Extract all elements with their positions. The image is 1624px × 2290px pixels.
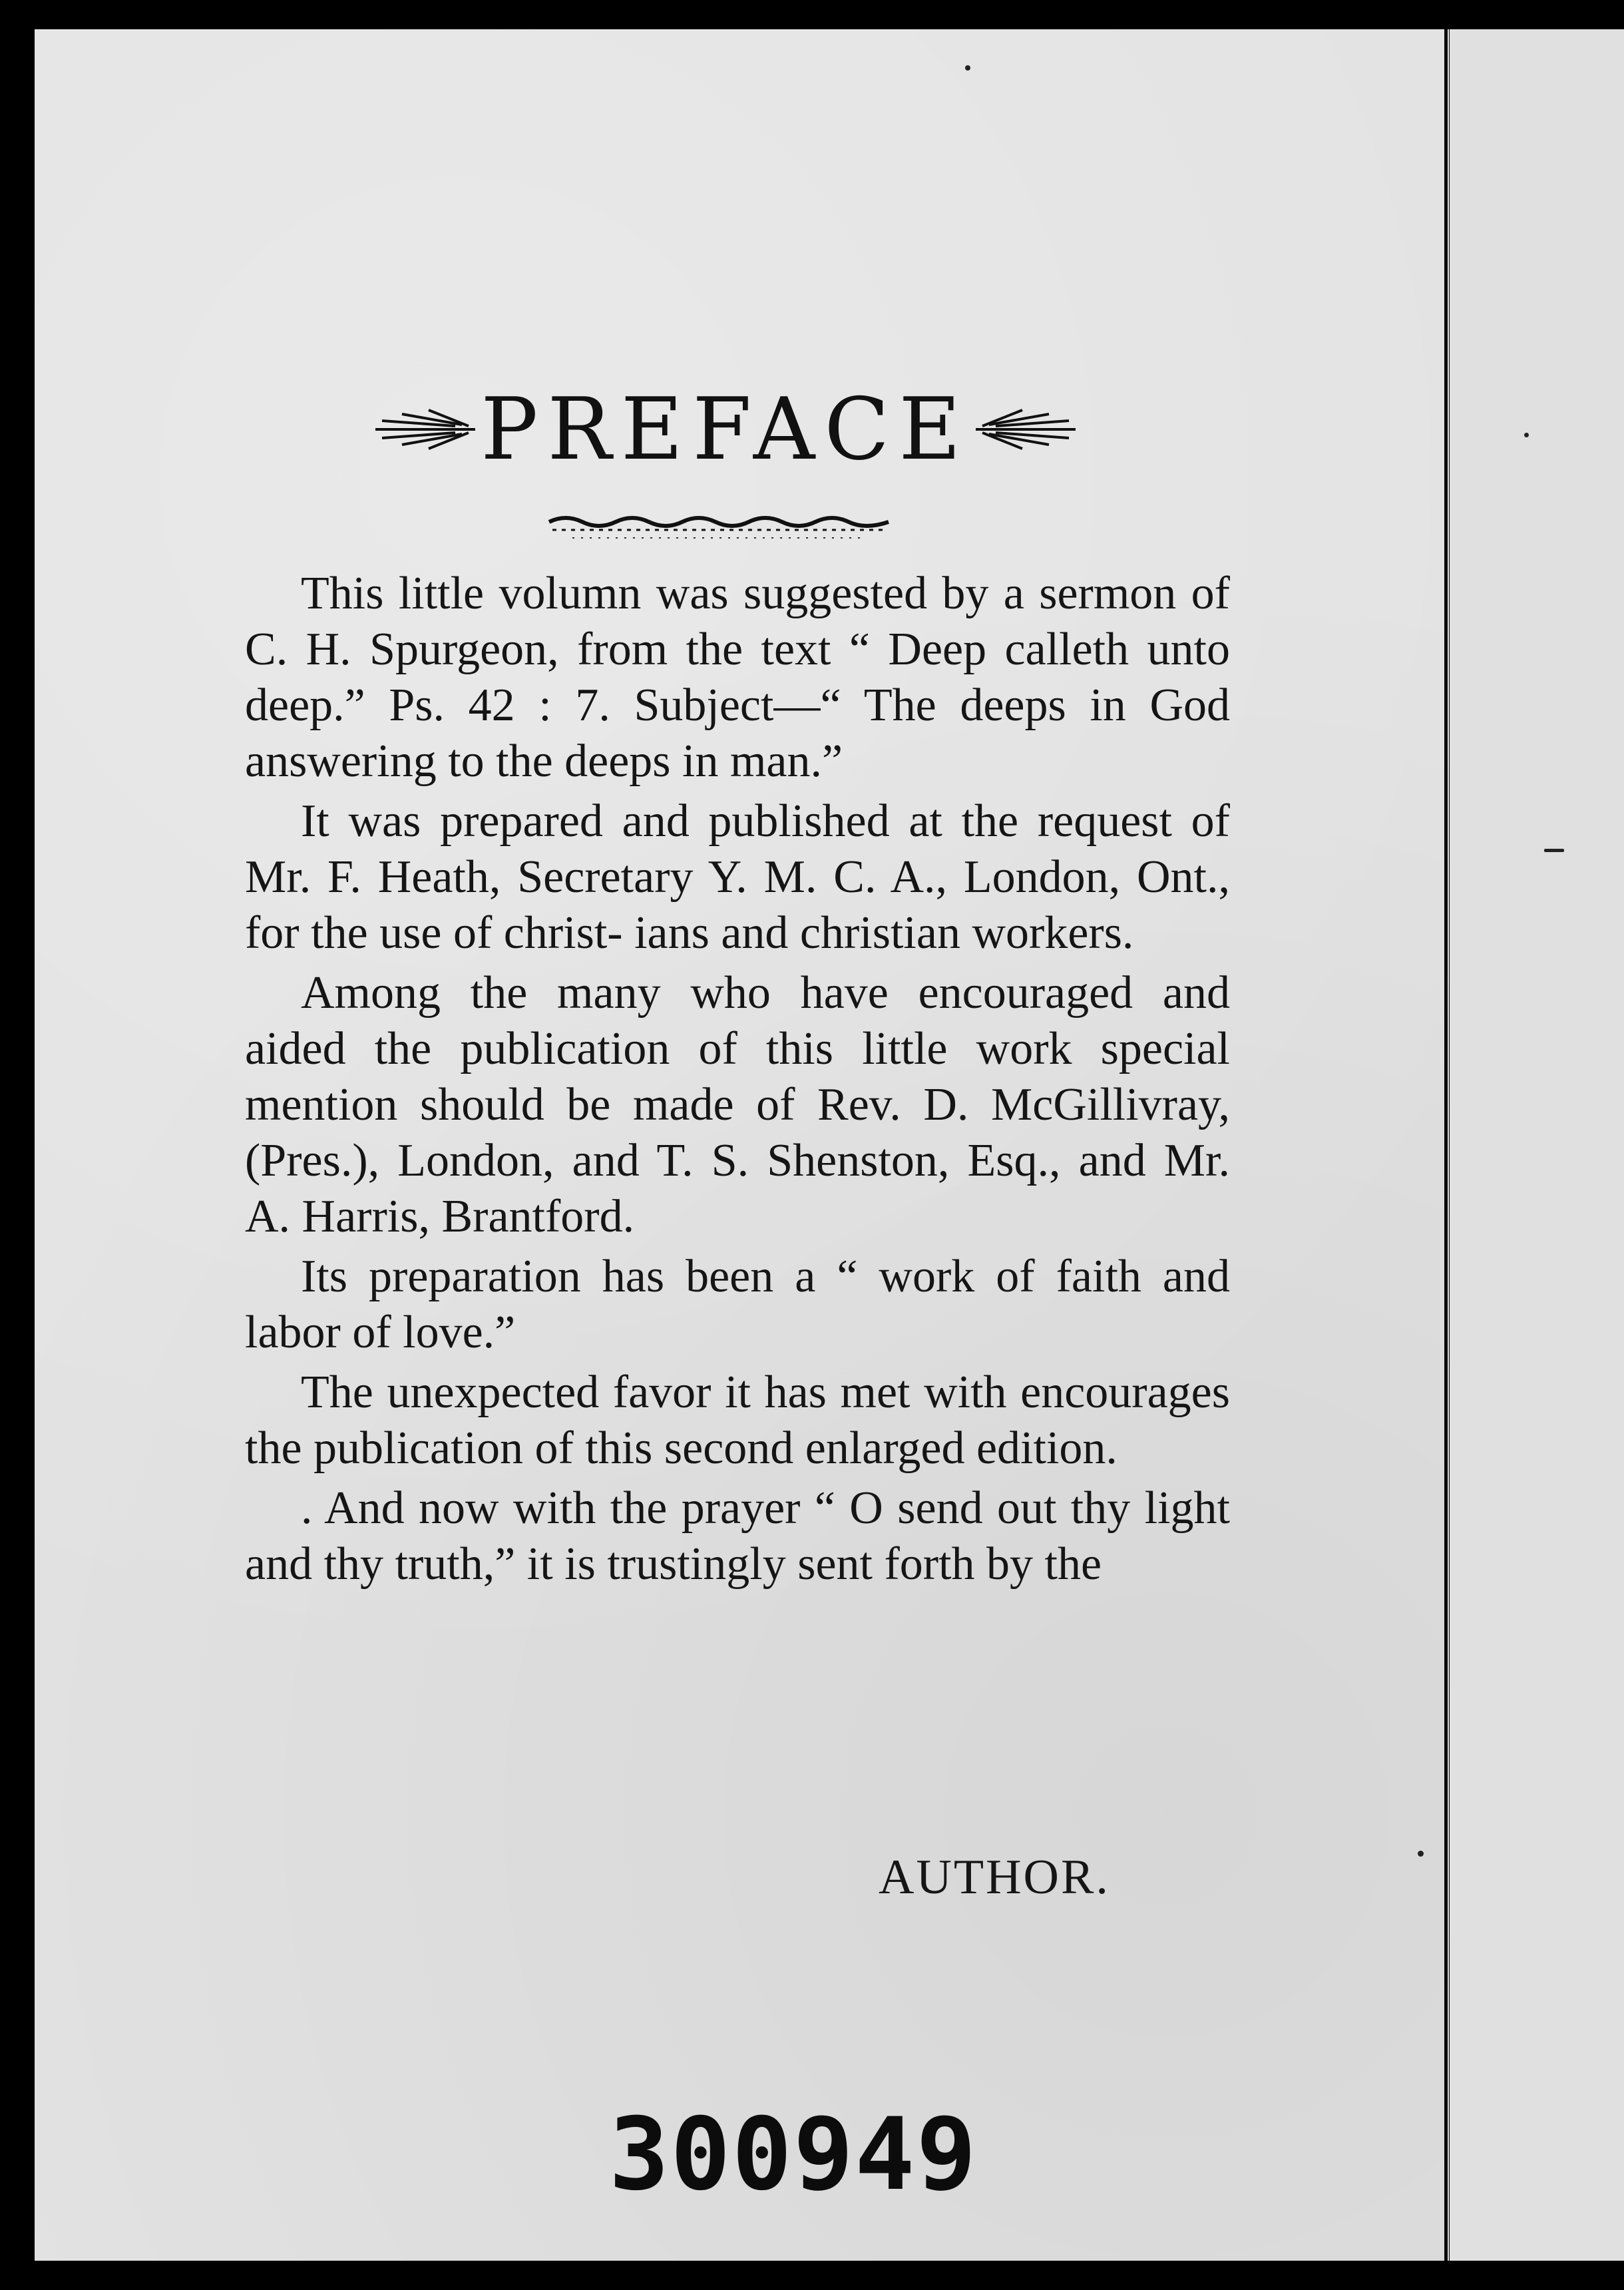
adjacent-page-edge: [1450, 29, 1624, 2261]
preface-heading: [353, 379, 1098, 479]
page-fold-line: [1444, 29, 1448, 2261]
paper-speck: [1524, 433, 1529, 437]
paragraph: Its preparation has been a “ work of faith and labor of love.”: [245, 1251, 1230, 1358]
paragraph: . And now with the prayer “ O send out thy light and thy truth,” it is trustingly sent forth by the: [245, 1483, 1230, 1590]
paragraph: The unexpected favor it has met with encourages the publication of this second enlarged edition.: [245, 1367, 1230, 1474]
paragraph: This little volumn was suggested by a sermon of C. H. Spurgeon, from the text “ Deep calleth unto deep.” Ps. 42 : 7. Subject—“ The deeps in God answering to the deeps in man.”: [245, 568, 1230, 787]
paragraph: It was prepared and published at the request of Mr. F. Heath, Secretary Y. M. C. A., London, Ont., for the use of christ- ians and christian workers.: [245, 796, 1230, 959]
decorative-rule: [546, 511, 892, 545]
paper-speck: [965, 65, 970, 71]
accession-number-stamp: 300949: [609, 2097, 978, 2213]
paragraph: Among the many who have encouraged and aided the publication of this little work special mention should be made of Rev. D. McGillivray, (Pres.), London, and T. S. Shenston, Esq., and Mr. A. Harris, Brantford.: [245, 967, 1230, 1242]
page-title: PREFACE: [481, 379, 970, 479]
paper-speck: [1544, 849, 1564, 852]
left-ornament-icon: [375, 406, 475, 453]
paper-speck: [1418, 1851, 1424, 1857]
preface-body: [245, 566, 1230, 1596]
author-signature: AUTHOR.: [879, 1850, 1110, 1905]
right-ornament-icon: [976, 406, 1076, 453]
